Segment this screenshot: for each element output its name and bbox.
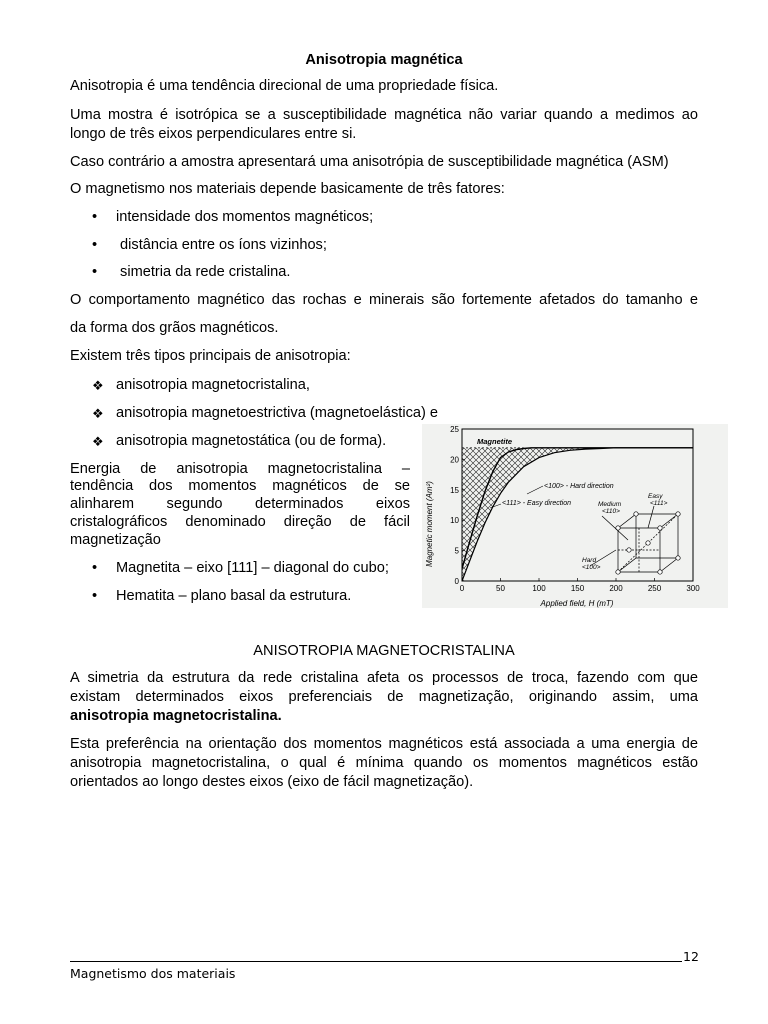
section-paragraph-line: existam determinados eixos preferenciais de magnetização, originando assim, uma <box>70 689 698 705</box>
x-axis-ticks <box>460 578 700 593</box>
chart-svg <box>422 424 728 608</box>
diamond-bullet-icon: ❖ <box>92 378 104 393</box>
x-tick-label: 150 <box>570 584 585 593</box>
bullet-icon: • <box>92 560 98 576</box>
crystal-label-easy: Easy <box>648 493 663 500</box>
footer-rule <box>70 961 682 962</box>
x-tick-label: 250 <box>647 584 662 593</box>
energy-text-line: magnetização <box>70 532 161 548</box>
mineral-item: Hematita – plano basal da estrutura. <box>116 588 352 604</box>
x-tick-label: 200 <box>609 584 623 593</box>
energy-text-line: tendência dos momentos magnéticos de se <box>70 478 410 494</box>
inset-label: Magnetite <box>477 437 513 446</box>
hard-label-leader <box>527 486 543 494</box>
series-easy-line <box>462 448 693 569</box>
chart-ylabel: Magnetic moment (Am²) <box>425 481 434 567</box>
energy-text-line: alinharem segundo determinados eixos <box>70 496 410 512</box>
bullet-icon: • <box>92 264 98 280</box>
crystal-label-hard-dir: <100> <box>582 564 601 571</box>
factor-item: intensidade dos momentos magnéticos; <box>116 209 374 225</box>
hatched-energy-area <box>462 448 693 581</box>
chart-xlabel: Applied field, H (mT) <box>540 599 614 608</box>
paragraph-isotropic-line2: longo de três eixos perpendiculares entre si. <box>70 126 357 142</box>
x-tick-label: 300 <box>686 584 700 593</box>
page-title: Anisotropia magnética <box>305 52 463 68</box>
section-paragraph-line: orientados ao longo destes eixos (eixo de fácil magnetização). <box>70 774 474 790</box>
paragraph-rock-behavior-line2: da forma dos grãos magnéticos. <box>70 320 279 336</box>
crystal-cube-diagram <box>590 506 680 574</box>
bullet-icon: • <box>92 588 98 604</box>
y-tick-label: 15 <box>450 485 459 495</box>
series-easy-label: <111> - Easy direction <box>502 500 572 507</box>
anisotropy-type-item: anisotropia magnetostática (ou de forma). <box>116 433 387 449</box>
paragraph-factors-intro: O magnetismo nos materiais depende basicamente de três fatores: <box>70 181 505 197</box>
energy-text-line: cristalográficos denominado direção de fácil <box>70 514 410 530</box>
factor-item: distância entre os íons vizinhos; <box>116 237 327 253</box>
paragraph-isotropic-line1: Uma mostra é isotrópica se a susceptibilidade magnética não variar quando a medimos ao <box>70 107 698 123</box>
mineral-item: Magnetita – eixo [111] – diagonal do cubo; <box>116 560 389 576</box>
bullet-icon: • <box>92 237 98 253</box>
energy-text-line: Energia de anisotropia magnetocristalina – <box>70 461 410 477</box>
crystal-label-hard: Hard <box>582 557 597 564</box>
anisotropy-type-item: anisotropia magnetoestrictiva (magnetoelástica) e <box>116 405 439 421</box>
section-paragraph-bold-term: anisotropia magnetocristalina. <box>70 708 282 724</box>
x-tick-label: 0 <box>459 584 465 593</box>
crystal-label-medium-dir: <110> <box>602 508 620 515</box>
page-number: 12 <box>683 949 699 964</box>
section-paragraph-line: Esta preferência na orientação dos momentos magnéticos está associada a uma energia de <box>70 736 698 752</box>
y-tick-label: 20 <box>450 455 459 465</box>
factor-item: simetria da rede cristalina. <box>116 264 291 280</box>
section-paragraph-line: A simetria da estrutura da rede cristalina afeta os processos de troca, fazendo com que <box>70 670 698 686</box>
paragraph-asm: Caso contrário a amostra apresentará uma anisotrópia de susceptibilidade magnética (ASM) <box>70 154 669 170</box>
x-tick-label: 50 <box>496 584 505 593</box>
section-paragraph-line: anisotropia magnetocristalina, o qual é mínima quando os momentos magnéticos estão <box>70 755 698 771</box>
series-hard-label: <100> - Hard direction <box>544 483 614 490</box>
y-tick-label: 0 <box>454 577 459 586</box>
y-tick-label: 10 <box>450 516 459 526</box>
crystal-label-medium: Medium <box>598 501 622 508</box>
anisotropy-type-item: anisotropia magnetocristalina, <box>116 377 310 393</box>
diamond-bullet-icon: ❖ <box>92 434 104 449</box>
crystal-label-easy-dir: <111> <box>650 500 668 507</box>
y-tick-label: 25 <box>450 425 459 434</box>
bullet-icon: • <box>92 209 98 225</box>
paragraph-types-intro: Existem três tipos principais de anisotropia: <box>70 348 351 364</box>
magnetization-chart <box>422 424 728 608</box>
y-tick-label: 5 <box>454 546 459 556</box>
section-title: ANISOTROPIA MAGNETOCRISTALINA <box>253 643 515 659</box>
footer-title: Magnetismo dos materiais <box>70 966 236 981</box>
diamond-bullet-icon: ❖ <box>92 406 104 421</box>
x-tick-label: 100 <box>532 584 546 593</box>
paragraph-anisotropy-definition: Anisotropia é uma tendência direcional de uma propriedade física. <box>70 78 499 94</box>
paragraph-rock-behavior-line1: O comportamento magnético das rochas e minerais são fortemente afetados do tamanho e <box>70 292 698 308</box>
